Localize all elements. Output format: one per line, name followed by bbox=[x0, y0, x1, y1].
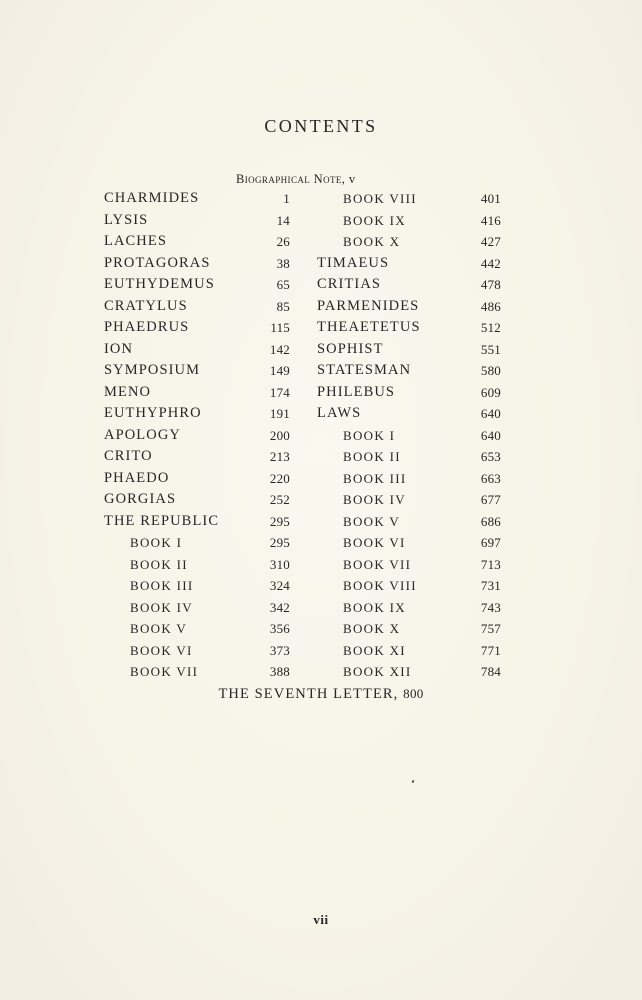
toc-entry-page: 784 bbox=[480, 664, 501, 679]
toc-entry-title: BOOK IX bbox=[343, 599, 406, 615]
toc-entry-page: 324 bbox=[269, 578, 290, 593]
toc-entry-title: PHAEDO bbox=[104, 469, 170, 486]
toc-subentry bbox=[317, 425, 501, 447]
toc-entry-page: 697 bbox=[480, 535, 501, 550]
toc-entry-title: PHILEBUS bbox=[317, 383, 396, 400]
toc-entry-title: BOOK X bbox=[343, 621, 401, 636]
toc-entry-page: 416 bbox=[480, 212, 501, 228]
toc-entry-title: CRITO bbox=[104, 448, 153, 464]
toc-entry bbox=[317, 360, 501, 382]
toc-entry-page: 401 bbox=[480, 191, 501, 206]
toc-entry-page: 373 bbox=[269, 642, 290, 658]
toc-entry-title: BOOK XI bbox=[343, 642, 406, 658]
toc-subentry bbox=[317, 231, 501, 253]
toc-entry-page: 356 bbox=[269, 621, 290, 636]
toc-subentry bbox=[104, 640, 290, 662]
toc-subentry bbox=[104, 575, 290, 597]
toc-entry-page: 388 bbox=[269, 664, 290, 679]
toc-entry bbox=[317, 403, 501, 425]
seventh-letter-label: THE SEVENTH LETTER, bbox=[218, 686, 399, 702]
toc-entry-page: 640 bbox=[480, 427, 501, 443]
toc-entry bbox=[104, 403, 290, 425]
toc-entry-page: 1 bbox=[283, 191, 290, 206]
toc-entry bbox=[104, 468, 290, 490]
toc-entry bbox=[104, 296, 290, 318]
toc-entry-page: 342 bbox=[269, 599, 290, 615]
toc-subentry bbox=[317, 188, 501, 210]
seventh-letter-entry bbox=[0, 686, 642, 703]
biographical-note-entry bbox=[236, 172, 356, 187]
toc-entry-title: CRITIAS bbox=[317, 276, 382, 292]
toc-entry-title: EUTHYDEMUS bbox=[104, 276, 215, 292]
toc-entry-page: 663 bbox=[480, 470, 501, 486]
toc-entry-title: BOOK I bbox=[343, 427, 396, 443]
toc-entry-title: BOOK III bbox=[343, 470, 407, 486]
toc-entry-page: 174 bbox=[269, 384, 290, 400]
toc-entry-title: BOOK V bbox=[343, 513, 401, 529]
toc-subentry bbox=[104, 532, 290, 554]
toc-entry bbox=[104, 188, 290, 210]
toc-entry-title: EUTHYPHRO bbox=[104, 405, 202, 421]
toc-subentry bbox=[104, 554, 290, 576]
toc-entry-page: 252 bbox=[269, 492, 290, 507]
page-folio: vii bbox=[313, 912, 329, 927]
page-title: CONTENTS bbox=[264, 116, 378, 136]
toc-entry-page: 65 bbox=[276, 277, 290, 292]
toc-entry-page: 653 bbox=[480, 449, 501, 464]
toc-entry-page: 512 bbox=[480, 320, 501, 335]
toc-entry bbox=[104, 425, 290, 447]
biographical-note-label: Biographical Note, bbox=[236, 172, 346, 186]
toc-entry-title: BOOK VII bbox=[130, 664, 199, 679]
toc-entry-title: CHARMIDES bbox=[104, 190, 200, 206]
toc-entry-page: 200 bbox=[269, 427, 290, 443]
toc-entry-page: 85 bbox=[276, 298, 290, 314]
toc-subentry bbox=[317, 489, 501, 511]
toc-entry-page: 743 bbox=[480, 599, 501, 615]
toc-subentry bbox=[317, 597, 501, 619]
toc-subentry bbox=[317, 511, 501, 533]
toc-entry bbox=[317, 317, 501, 339]
toc-entry-page: 551 bbox=[480, 341, 501, 357]
toc-entry-page: 757 bbox=[480, 621, 501, 636]
paper-speck bbox=[411, 780, 414, 784]
toc-entry-title: BOOK XII bbox=[343, 664, 412, 679]
toc-entry-page: 771 bbox=[480, 642, 501, 658]
toc-entry bbox=[104, 210, 290, 232]
toc-entry-page: 713 bbox=[480, 556, 501, 572]
toc-entry bbox=[104, 253, 290, 275]
toc-entry-title: CRATYLUS bbox=[104, 297, 188, 314]
toc-entry-title: SYMPOSIUM bbox=[104, 362, 201, 378]
toc-entry-page: 220 bbox=[269, 470, 290, 486]
toc-entry-title: BOOK IV bbox=[343, 492, 406, 507]
toc-entry-page: 295 bbox=[269, 513, 290, 529]
contents-left-column bbox=[104, 188, 290, 683]
toc-entry-title: BOOK IX bbox=[343, 212, 406, 228]
toc-entry bbox=[317, 296, 501, 318]
toc-entry-title: THE REPUBLIC bbox=[104, 512, 220, 529]
toc-entry-title: BOOK II bbox=[130, 556, 188, 572]
toc-entry bbox=[104, 317, 290, 339]
toc-subentry bbox=[317, 661, 501, 683]
toc-entry-page: 191 bbox=[269, 406, 290, 421]
toc-subentry bbox=[317, 618, 501, 640]
toc-entry-title: MENO bbox=[104, 383, 152, 400]
toc-entry bbox=[104, 489, 290, 511]
toc-entry-page: 640 bbox=[480, 406, 501, 421]
toc-entry-page: 295 bbox=[269, 535, 290, 550]
toc-subentry bbox=[317, 468, 501, 490]
toc-entry-title: BOOK V bbox=[130, 621, 188, 636]
toc-entry-title: BOOK VI bbox=[343, 535, 406, 550]
toc-entry bbox=[104, 339, 290, 361]
toc-entry bbox=[104, 231, 290, 253]
toc-entry-title: BOOK I bbox=[130, 535, 183, 550]
toc-entry-title: BOOK VI bbox=[130, 642, 193, 658]
toc-entry-page: 427 bbox=[480, 234, 501, 249]
toc-entry-page: 442 bbox=[480, 255, 501, 271]
toc-entry bbox=[104, 360, 290, 382]
toc-entry-page: 686 bbox=[480, 513, 501, 529]
toc-subentry bbox=[104, 618, 290, 640]
toc-entry bbox=[104, 274, 290, 296]
toc-subentry bbox=[317, 554, 501, 576]
toc-entry bbox=[317, 382, 501, 404]
toc-entry-page: 731 bbox=[480, 578, 501, 593]
toc-entry-page: 677 bbox=[480, 492, 501, 507]
toc-entry-title: PHAEDRUS bbox=[104, 319, 190, 335]
toc-entry-title: LYSIS bbox=[104, 211, 149, 228]
toc-entry-title: THEAETETUS bbox=[317, 319, 421, 335]
toc-entry-title: STATESMAN bbox=[317, 362, 412, 378]
biographical-note-page: v bbox=[348, 172, 356, 186]
toc-entry-page: 580 bbox=[480, 363, 501, 378]
toc-entry-title: ION bbox=[104, 340, 134, 357]
toc-entry-title: LAWS bbox=[317, 405, 362, 421]
toc-entry-title: APOLOGY bbox=[104, 426, 181, 443]
toc-entry-page: 149 bbox=[269, 363, 290, 378]
toc-entry-page: 609 bbox=[480, 384, 501, 400]
toc-entry-title: LACHES bbox=[104, 233, 167, 249]
toc-entry-title: BOOK III bbox=[130, 578, 194, 593]
toc-entry bbox=[317, 253, 501, 275]
toc-entry-title: TIMAEUS bbox=[317, 254, 390, 271]
toc-entry-page: 142 bbox=[269, 341, 290, 357]
toc-entry-title: SOPHIST bbox=[317, 340, 384, 357]
toc-subentry bbox=[104, 661, 290, 683]
toc-entry-page: 310 bbox=[269, 556, 290, 572]
toc-entry-page: 38 bbox=[276, 255, 290, 271]
toc-entry-title: BOOK VIII bbox=[343, 191, 417, 206]
toc-entry-title: BOOK VIII bbox=[343, 578, 417, 593]
toc-entry-title: PROTAGORAS bbox=[104, 254, 211, 271]
toc-entry bbox=[317, 274, 501, 296]
toc-entry-page: 486 bbox=[480, 298, 501, 314]
toc-entry-page: 14 bbox=[276, 212, 290, 228]
toc-entry bbox=[104, 511, 290, 533]
toc-entry-page: 213 bbox=[269, 449, 290, 464]
toc-entry bbox=[104, 382, 290, 404]
toc-subentry bbox=[104, 597, 290, 619]
toc-entry-title: GORGIAS bbox=[104, 491, 177, 507]
toc-subentry bbox=[317, 210, 501, 232]
toc-entry bbox=[104, 446, 290, 468]
toc-subentry bbox=[317, 640, 501, 662]
toc-entry-title: BOOK II bbox=[343, 449, 401, 464]
contents-right-column bbox=[317, 188, 501, 683]
toc-entry-page: 115 bbox=[270, 320, 290, 335]
seventh-letter-page: 800 bbox=[403, 686, 424, 701]
toc-entry bbox=[317, 339, 501, 361]
toc-subentry bbox=[317, 446, 501, 468]
toc-entry-title: PARMENIDES bbox=[317, 297, 420, 314]
toc-entry-title: BOOK X bbox=[343, 234, 401, 249]
toc-entry-title: BOOK IV bbox=[130, 599, 193, 615]
toc-entry-title: BOOK VII bbox=[343, 556, 412, 572]
toc-subentry bbox=[317, 575, 501, 597]
toc-entry-page: 26 bbox=[276, 234, 290, 249]
toc-subentry bbox=[317, 532, 501, 554]
toc-entry-page: 478 bbox=[480, 277, 501, 292]
